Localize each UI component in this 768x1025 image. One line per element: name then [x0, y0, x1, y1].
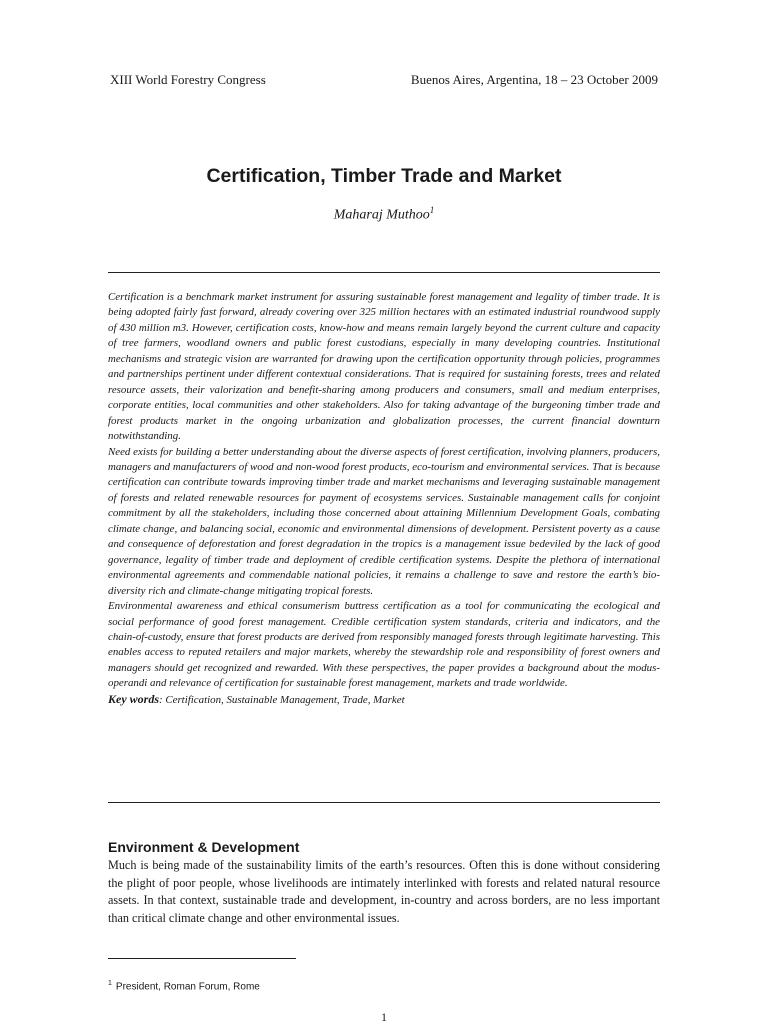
- keywords-text: : Certification, Sustainable Management, Trade, Market: [159, 693, 405, 706]
- keywords-label: Key words: [108, 691, 159, 706]
- running-header: [110, 72, 658, 92]
- abstract-paragraph-2: Need exists for building a better understanding about the diverse aspects of forest certification, involving planners, producers, managers and manufacturers of wood and non-wood forest products, eco-tourism and environmental services. That is because certification can contribute towards improving timber trade and market mechanisms and leveraging sustainable management of forests and related renewable resources for payment of ecosystems services. Sustainable management calls for conjoint commitment by all the stakeholders, including those concerned about attaining Millennium Development Goals, combating climate change, and balancing social, economic and environmental dimensions of development. Persistent poverty as a cause and consequence of deforestation and forest degradation in the tropics is a management issue bedeviled by the lack of good governance, legality of timber trade and deployment of credible certification systems. Despite the plethora of international environmental agreements and commendable national policies, it remains a challenge to save and restore the earth’s bio-diversity rich and climate-change mitigating tropical forests.: [108, 445, 660, 597]
- section-body-text: Much is being made of the sustainability limits of the earth’s resources. Often this is done without considering the plight of poor people, whose livelihoods are intimately interlinked with forests and related natural resource assets. In that context, sustainable trade and development, in-country and across borders, are no less important than critical climate change and other environmental issues.: [108, 858, 660, 925]
- abstract-paragraph-1: Certification is a benchmark market instrument for assuring sustainable forest management and legality of timber trade. It is being adopted fairly fast forward, already covering over 325 million hectares with an estimated industrial roundwood supply of 430 million m3. However, certification costs, know-how and means remain largely beyond the current culture and capacity of tree farmers, woodland owners and public forest custodians, especially in many developing countries. Institutional mechanisms and strategic vision are warranted for drawing upon the certification opportunity through policies, programmes and partnerships pertinent under different contextual considerations. That is required for sustaining forests, trees and related resource assets, their valorization and benefit-sharing among producers and consumers, small and medium enterprises, corporate entities, local communities and other stakeholders. Also for taking advantage of the burgeoning timber trade and forest products market in the ongoing urbanization and globalization processes, the current financial downturn notwithstanding.: [108, 291, 660, 443]
- abstract-top-rule: [108, 272, 660, 273]
- paper-title: Certification, Timber Trade and Market: [206, 165, 562, 187]
- header-conference: XIII World Forestry Congress: [110, 72, 266, 87]
- footnote-mark: 1: [108, 980, 112, 987]
- author-line: [0, 205, 768, 224]
- header-location-date: Buenos Aires, Argentina, 18 – 23 October 2009: [410, 72, 658, 87]
- page-number: 1: [381, 1010, 387, 1024]
- keywords-line: [108, 692, 660, 708]
- footnote-text: President, Roman Forum, Rome: [115, 981, 260, 993]
- abstract: [108, 290, 660, 708]
- abstract-bottom-rule: [108, 802, 660, 803]
- author-name: Maharaj Muthoo: [333, 207, 430, 223]
- footnote-rule: [108, 958, 296, 959]
- abstract-paragraph-3: Environmental awareness and ethical consumerism buttress certification as a tool for communicating the ecological and social performance of good forest management. Credible certification system standards, criteria and indicators, and the chain-of-custody, ensure that forest products are derived from responsibly managed forests through legitimate harvesting. This enables access to reputed retailers and major markets, whereby the stewardship role and responsibility of forest owners and managers should get recognized and rewarded. With these perspectives, the paper provides a background about the modus-operandi and relevance of certification for sustainable forest management, markets and trade worldwide.: [108, 600, 660, 690]
- section-heading: Environment & Development: [108, 839, 300, 855]
- footnote: [108, 980, 260, 992]
- author-footnote-mark: 1: [429, 205, 435, 215]
